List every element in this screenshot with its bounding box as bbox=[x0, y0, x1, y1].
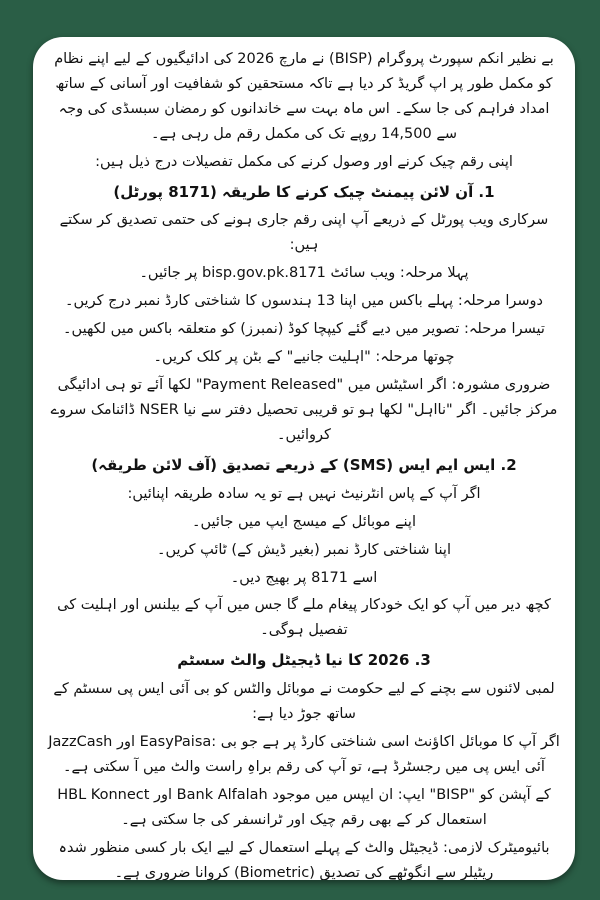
section-3-item-biometric: بائیومیٹرک لازمی: ڈیجیٹل والٹ کے پہلے استعمال کے لیے ایک بار کسی منظور شدہ ریٹیلر سے انگوٹھے کی تصدیق (Biometric) کروانا ضروری ہے۔ bbox=[58, 839, 550, 880]
section-2-note: کچھ دیر میں آپ کو ایک خودکار پیغام ملے گا جس میں آپ کے بیلنس اور اہلیت کی تفصیل ہوگی۔ bbox=[57, 597, 551, 639]
document-card bbox=[33, 37, 575, 880]
section-2-step-3: اسے 8171 پر بھیج دیں۔ bbox=[230, 569, 378, 586]
section-1-step-4: چوتھا مرحلہ: "اہلیت جانیے" کے بٹن پر کلک کریں۔ bbox=[153, 349, 455, 366]
section-3-lead: لمبی لائنوں سے بچنے کے لیے حکومت نے موبائل والٹس کو بی آئی ایس پی سسٹم کے ساتھ جوڑ دیا ہے: bbox=[53, 681, 555, 723]
details-line: اپنی رقم چیک کرنے اور وصول کرنے کی مکمل تفصیلات درج ذیل ہیں: bbox=[95, 153, 513, 170]
section-2-step-1: اپنے موبائل کے میسج ایپ میں جائیں۔ bbox=[192, 513, 416, 530]
intro-paragraph: بے نظیر انکم سپورٹ پروگرام (BISP) نے مارچ 2026 کی ادائیگیوں کے لیے اپنے نظام کو مکمل طور پر اپ گریڈ کر دیا ہے تاکہ مستحقین کو شفافیت اور آسانی کے ساتھ امداد فراہم کی جا سکے۔ اس ماہ بہت سے خاندانوں کو رمضان سبسڈی کی وجہ سے 14,500 روپے تک کی مکمل رقم مل رہی ہے۔ bbox=[54, 51, 554, 142]
section-1-step-2: دوسرا مرحلہ: پہلے باکس میں اپنا 13 ہندسوں کا شناختی کارڈ نمبر درج کریں۔ bbox=[65, 293, 543, 310]
section-1-step-1: پہلا مرحلہ: ویب سائٹ 8171.bisp.gov.pk پر جائیں۔ bbox=[139, 265, 469, 282]
section-1-lead: سرکاری ویب پورٹل کے ذریعے آپ اپنی رقم جاری ہونے کی حتمی تصدیق کر سکتے ہیں: bbox=[59, 212, 549, 254]
section-1-step-3: تیسرا مرحلہ: تصویر میں دیے گئے کیپچا کوڈ (نمبرز) کو متعلقہ باکس میں لکھیں۔ bbox=[63, 321, 545, 338]
section-3-heading: 3. 2026 کا نیا ڈیجیٹل والٹ سسٹم bbox=[177, 651, 431, 670]
section-3-item-bank-apps: HBL Konnect اور Bank Alfalah ایپ: ان ایپس میں موجود "BISP" کے آپشن کو استعمال کر کے بھی رقم چیک اور ٹرانسفر کی جا سکتی ہے۔ bbox=[57, 786, 551, 828]
section-2-lead: اگر آپ کے پاس انٹرنیٹ نہیں ہے تو یہ سادہ طریقہ اپنائیں: bbox=[127, 485, 481, 502]
section-1-heading: 1. آن لائن پیمنٹ چیک کرنے کا طریقہ (8171 پورٹل) bbox=[113, 182, 495, 201]
section-3-item-wallets: JazzCash اور EasyPaisa: اگر آپ کا موبائل اکاؤنٹ اسی شناختی کارڈ پر ہے جو بی آئی ایس پی میں رجسٹرڈ ہے، تو آپ کی رقم براہِ راست والٹ میں آ سکتی ہے۔ bbox=[48, 734, 560, 775]
section-2-step-2: اپنا شناختی کارڈ نمبر (بغیر ڈیش کے) ٹائپ کریں۔ bbox=[157, 541, 451, 558]
section-1-advice: ضروری مشورہ: اگر اسٹیٹس میں "Payment Released" لکھا آئے تو ہی ادائیگی مرکز جائیں۔ اگر "نااہل" لکھا ہو تو قریبی تحصیل دفتر سے نیا NSER ڈائنامک سروے کروائیں۔ bbox=[50, 377, 558, 443]
section-2-heading: 2. ایس ایم ایس (SMS) کے ذریعے تصدیق (آف لائن طریقہ) bbox=[91, 455, 517, 474]
